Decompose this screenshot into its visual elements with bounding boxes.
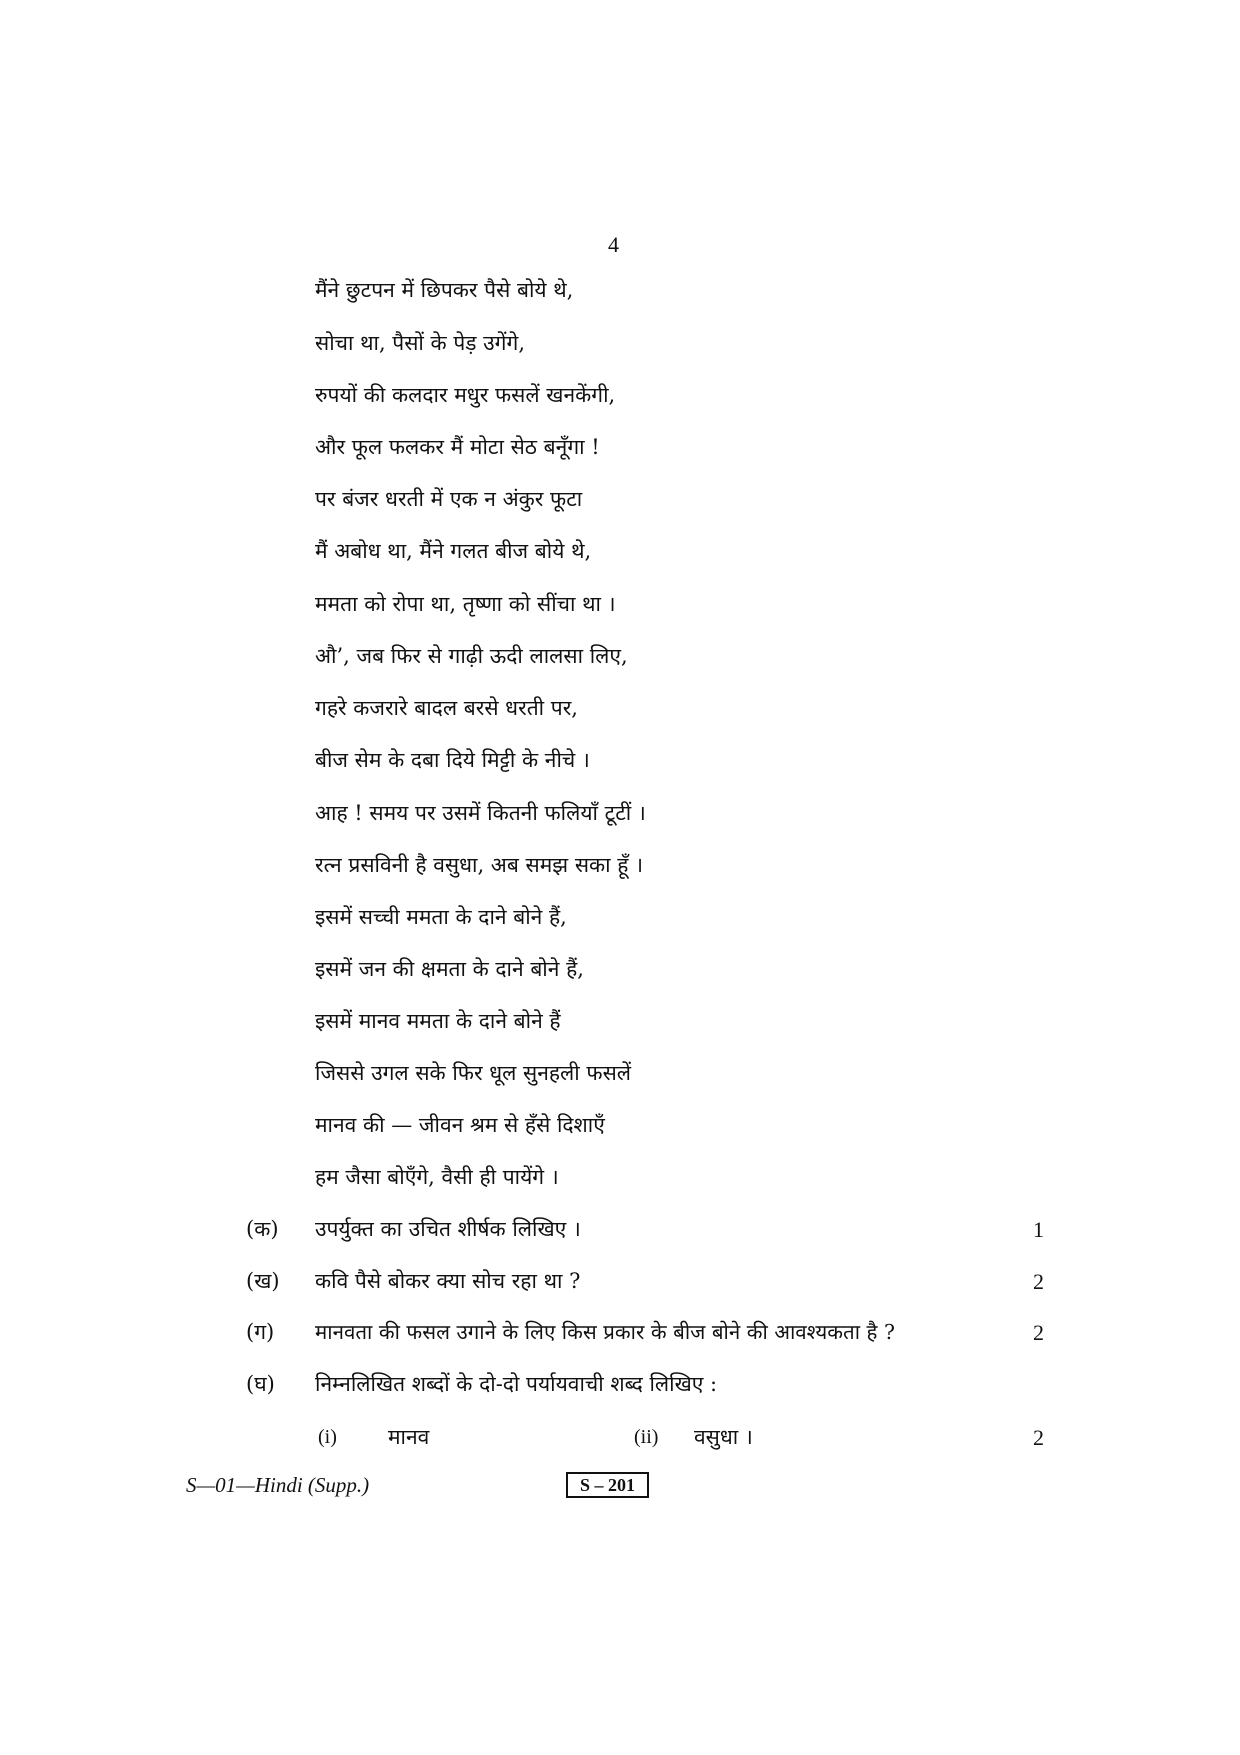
question-marks: 2 bbox=[1033, 1269, 1044, 1294]
question-text: उपर्युक्त का उचित शीर्षक लिखिए । bbox=[315, 1217, 581, 1241]
question-marks: 1 bbox=[1033, 1217, 1044, 1242]
question-text: निम्नलिखित शब्दों के दो-दो पर्यायवाची शब्द लिखिए : bbox=[315, 1372, 718, 1396]
poem-line: आह ! समय पर उसमें कितनी फलियाँ टूटीं । bbox=[315, 801, 646, 825]
footer-page-code: S – 201 bbox=[566, 1472, 649, 1498]
poem-line: पर बंजर धरती में एक न अंकुर फूटा bbox=[315, 487, 583, 511]
question-text: कवि पैसे बोकर क्या सोच रहा था ? bbox=[315, 1269, 581, 1293]
poem-line: इसमें मानव ममता के दाने बोने हैं bbox=[315, 1009, 561, 1033]
sub-item-word: मानव bbox=[388, 1425, 430, 1449]
question-text: मानवता की फसल उगाने के लिए किस प्रकार के बीज बोने की आवश्यकता है ? bbox=[315, 1320, 895, 1344]
poem-line: हम जैसा बोएँगे, वैसी ही पायेंगे । bbox=[315, 1165, 559, 1189]
poem-line: सोचा था, पैसों के पेड़ उगेंगे, bbox=[315, 331, 526, 355]
poem-line: इसमें जन की क्षमता के दाने बोने हैं, bbox=[315, 957, 584, 981]
poem-line: औ’, जब फिर से गाढ़ी ऊदी लालसा लिए, bbox=[315, 644, 628, 668]
sub-item-label: (i) bbox=[318, 1426, 337, 1448]
question-label: (घ) bbox=[246, 1372, 275, 1396]
poem-line: रत्न प्रसविनी है वसुधा, अब समझ सका हूँ । bbox=[315, 853, 644, 877]
poem-line: मैं अबोध था, मैंने गलत बीज बोये थे, bbox=[315, 539, 592, 563]
page-number: 4 bbox=[608, 232, 619, 257]
sub-item-word: वसुधा । bbox=[694, 1425, 753, 1449]
question-label: (क) bbox=[246, 1217, 279, 1241]
poem-line: और फूल फलकर मैं मोटा सेठ बनूँगा ! bbox=[315, 435, 600, 459]
poem-line: मानव की — जीवन श्रम से हँसे दिशाएँ bbox=[315, 1113, 605, 1137]
question-label: (ख) bbox=[246, 1269, 280, 1293]
poem-line: मैंने छुटपन में छिपकर पैसे बोये थे, bbox=[315, 278, 574, 302]
poem-line: बीज सेम के दबा दिये मिट्टी के नीचे । bbox=[315, 748, 590, 772]
poem-line: ममता को रोपा था, तृष्णा को सींचा था । bbox=[315, 592, 616, 616]
poem-line: इसमें सच्ची ममता के दाने बोने हैं, bbox=[315, 905, 567, 929]
poem-line: रुपयों की कलदार मधुर फसलें खनकेंगी, bbox=[315, 383, 616, 407]
poem-line: गहरे कजरारे बादल बरसे धरती पर, bbox=[315, 696, 578, 720]
sub-item-label: (ii) bbox=[634, 1426, 659, 1448]
question-marks: 2 bbox=[1033, 1425, 1044, 1450]
question-marks: 2 bbox=[1033, 1320, 1044, 1345]
footer-paper-code: S—01—Hindi (Supp.) bbox=[186, 1473, 370, 1497]
question-label: (ग) bbox=[246, 1320, 275, 1344]
poem-line: जिससे उगल सके फिर धूल सुनहली फसलें bbox=[315, 1061, 632, 1085]
